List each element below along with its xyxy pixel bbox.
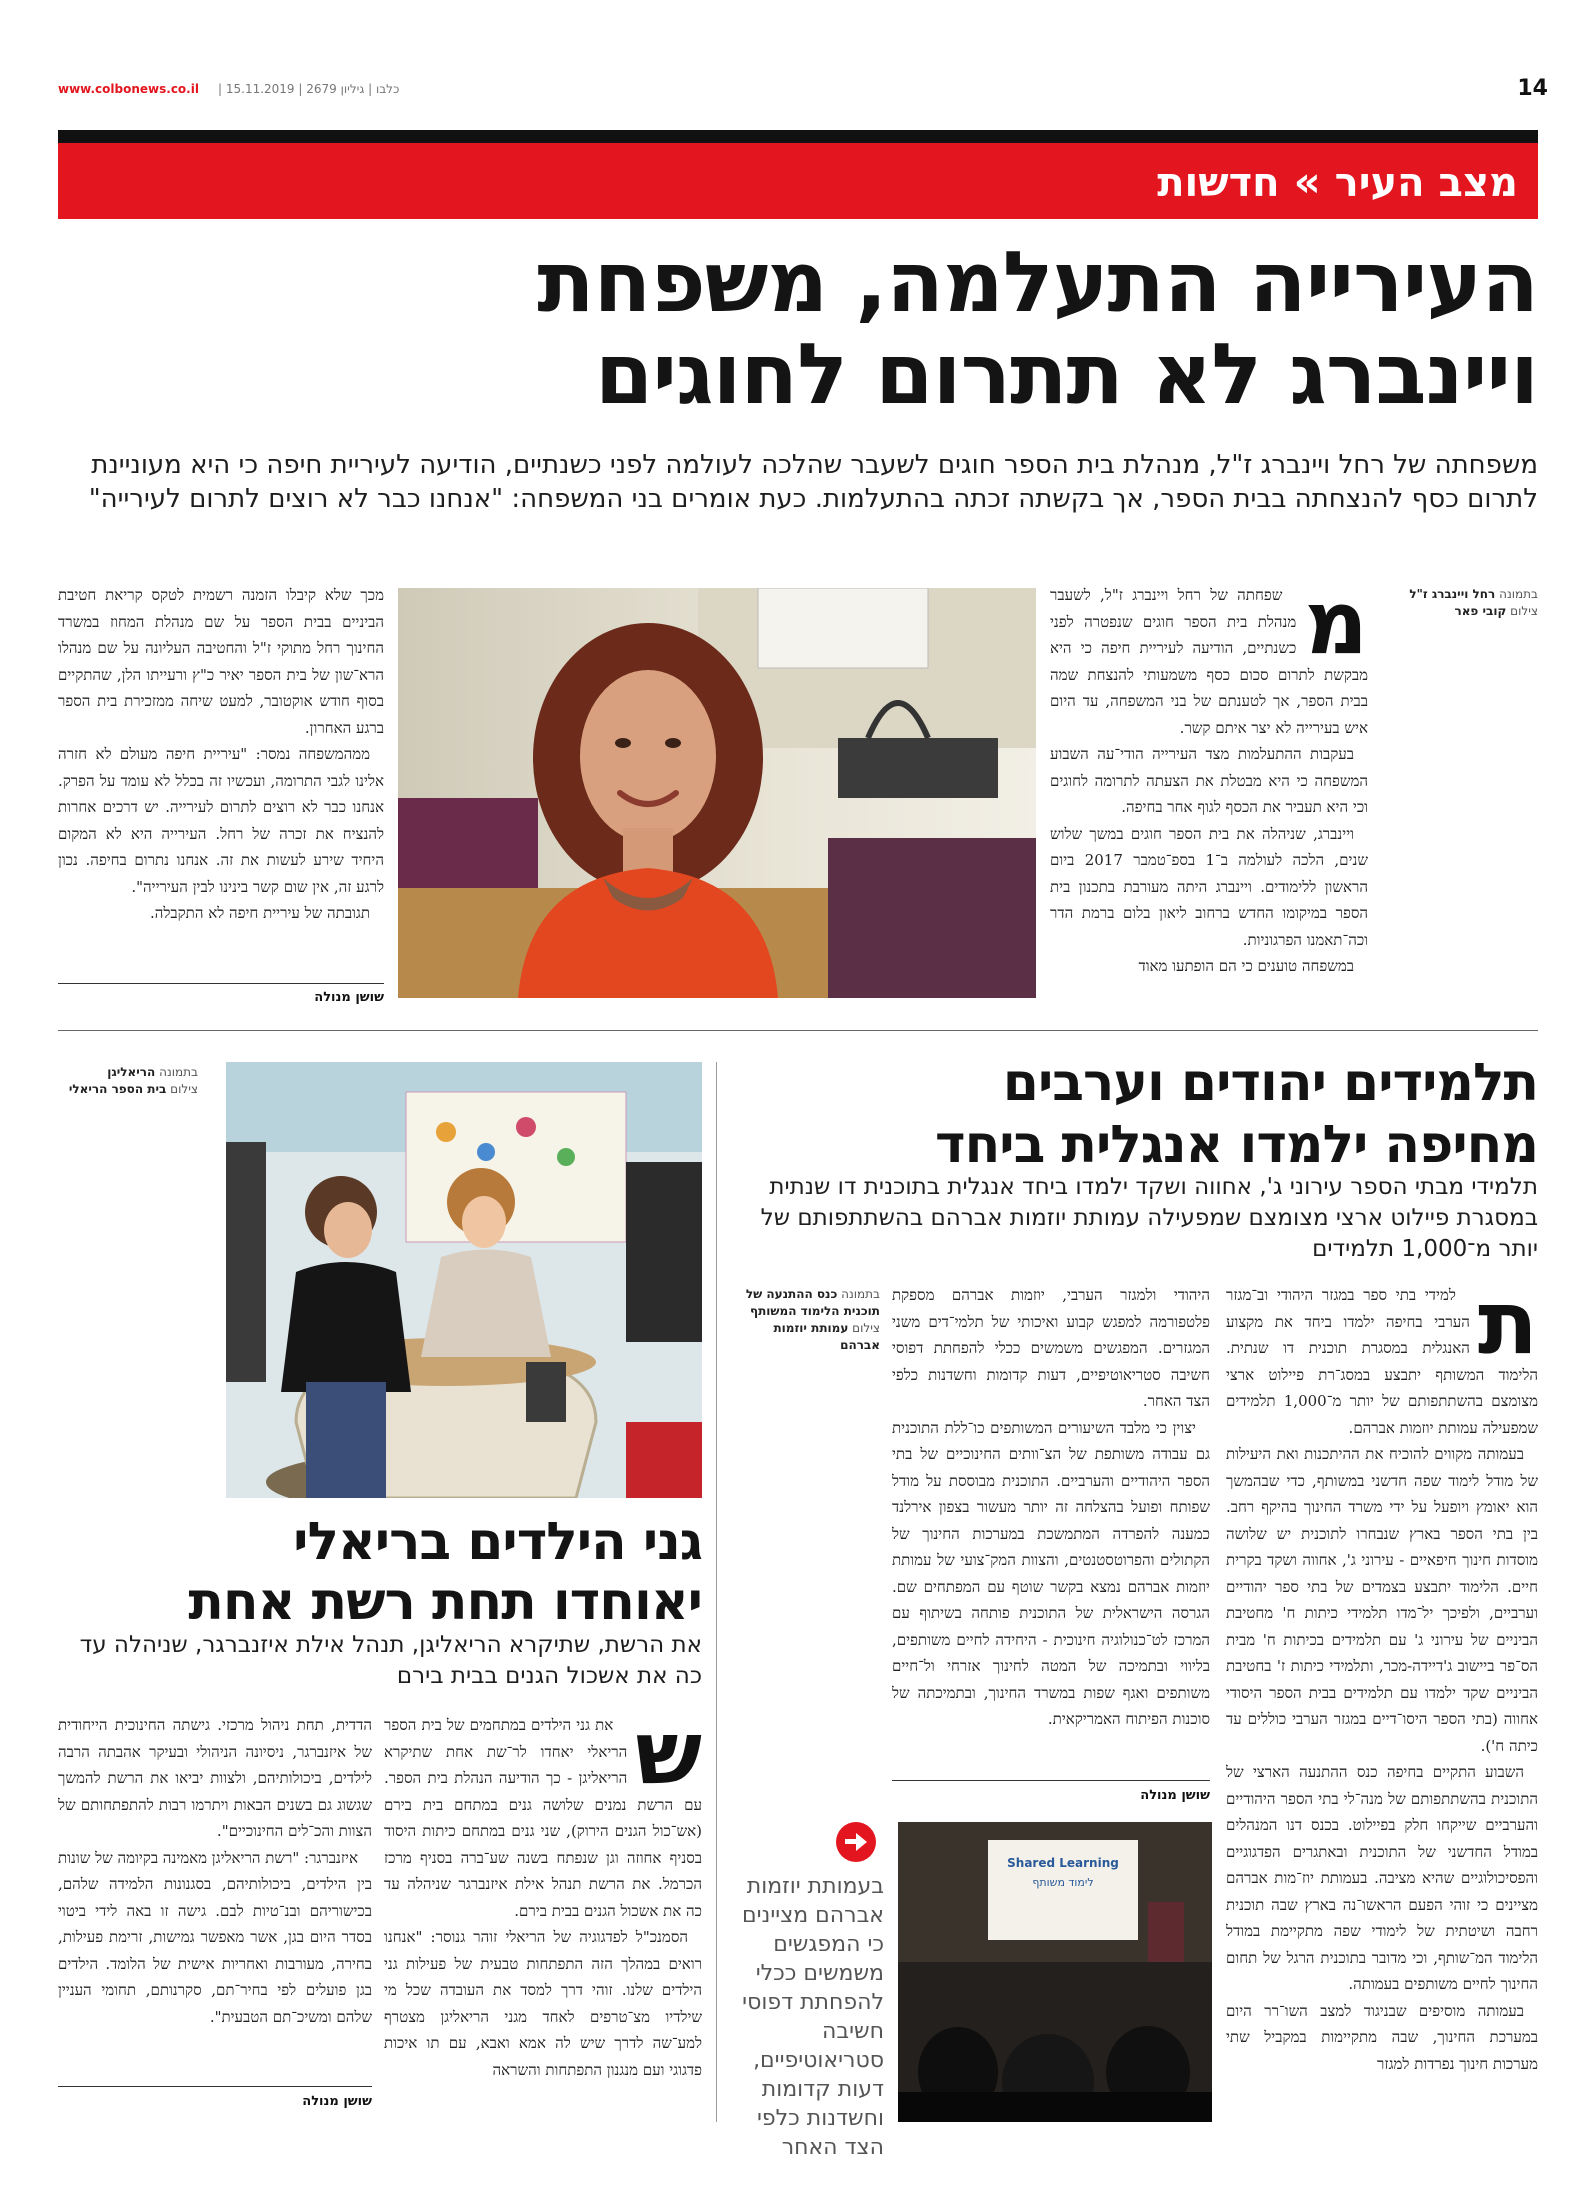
story2-byline: שושן מנולה bbox=[1140, 1788, 1210, 1803]
story1-column-left: מכך שלא קיבלו הזמנה רשמית לטקס קריאת חטיבת הביניים בבית הספר על שם מנהלת המחוז במשרד החינוך רחל מתוקי ז"ל והחטיבה העליונה על שם מנהלו הרא־שון של בית הספר יאיר כ"ץ ורעייתו הלן, שהתקיים בסוף חודש אוקטובר, למעט שיחה ממזכירת בית הספר ברגע האחרון. ממהמשפחה נמסר: "עיריית חיפה מעולם לא חזרה אלינו לגבי התרומה, ועכשיו זה בכלל לא עומד על הפרק. אנחנו כבר לא רוצים לתרום לעירייה. יש דרכים אחרות להנציח את זכרה של רחל. העירייה היא לא המקום היחיד שירע לעשות את זה. אנחנו נתרום בחיפה. נכון לרגע זה, אין שום קשר בינינו לבין העירייה". תגובתה של עיריית חיפה לא התקבלה. bbox=[58, 586, 384, 922]
story2-photo-caption: בתמונה כנס ההתנעה של תוכנית הלימוד המשותף צילום עמותת יוזמות אברהם bbox=[745, 1287, 880, 1352]
story1-deck: משפחתה של רחל ויינברג ז"ל, מנהלת בית הספר חוגים לשעבר שהלכה לעולמה לפני כשנתיים, הודיעה לעיריית חיפה כי היא מעוניינת לתרום כסף להנצחתה בבית הספר, אך בקשתה זכתה בהתעלמות. כעת אומרים בני המשפחה: "אנחנו כבר לא רוצים לתרום לעירייה" bbox=[88, 450, 1538, 514]
story3-byline: שושן מנולה bbox=[302, 2094, 372, 2109]
issue-meta: | כלבו | גיליון 2679 | 15.11.2019 bbox=[218, 82, 400, 96]
story3-deck: את הרשת, שתיקרא הריאליגן, תנהל אילת איזנברגר, שניהלה עד כה את אשכול הגנים בבית בירם bbox=[79, 1632, 702, 1689]
page-number: 14 bbox=[1517, 76, 1548, 101]
story1-column-right: מ שפחתה של רחל ויינברג ז"ל, לשעבר מנהלת בית הספר חוגים שנפטרה לפני כשנתיים, הודיעה לעיריית חיפה כי היא מבקשת לתרום סכום כסף משמעותי להנצחת שמה בבית הספר, אך לטענתם של בני המשפחה, עד היום איש בעירייה לא יצר איתם קשר. בעקבות ההתעלמות מצד העירייה הודי־עה השבוע המשפחה כי היא מבטלת את הצעתה לתרומה לחוגים וכי היא תעביר את הכסף לגוף אחר בחיפה. ויינברג, שניהלה את בית הספר חוגים במשך שלוש שנים, הלכה לעולמה ב־1 בספ־טמבר 2017 ביום הראשון ללימודים. ויינברג היתה מעורבת בתכנון בית הספר במיקומו החדש ברחוב ליאון בלום ברמת הדר וכה־תאמנו הפרגוניות. במשפחה טוענים כי הם הופתעו מאוד bbox=[1050, 582, 1368, 975]
story3-column-left: הדדית, תחת ניהול מרכזי. גישתה החינוכית הייחודית של איזנברגר, ניסיונה הניהולי ובעיקר אהבתה הרבה לילדים, ביכולותיהם, ולצוות יביאו את הרשת להמשך שגשוג גם בשנים הבאות ויתרמו רבות להתפתחותם של הצוות והכ־לים החינוכיים". איזנברגר: "רשת הריאליגן מאמינה בקיומה של שונות בין הילדים, ביכולותיהם, בסגנונות הלמידה שלהם, בכישוריהם ובנ־טיות לבם. גישה זו באה לידי ביטוי בסדר היום בגן, אשר מאפשר גמישות, זרימת פעילות, בחירה, מעורבות ואחריות אישית של הלומד. הילדים בגן פועלים לפי בחיר־תם, סקרנותם, תחומי העניין שלהם ומשיכ־תם הטבעית". bbox=[58, 1716, 372, 2026]
story1-drop-cap: מ bbox=[1304, 582, 1368, 674]
story2-photo-conference bbox=[898, 1822, 1212, 2122]
story1-headline: העירייה התעלמה, משפחת ויינברג לא תתרום לחוגים bbox=[537, 233, 1538, 423]
section-banner bbox=[58, 143, 1538, 219]
story1-photo-portrait bbox=[398, 588, 1036, 998]
section-banner-top-stripe bbox=[58, 130, 1538, 143]
section-title: מצב העיר bbox=[1334, 160, 1518, 206]
column-divider bbox=[716, 1062, 717, 2122]
story2-pull-quote: בעמותת יוזמות אברהם מציינים כי המפגשים משמשים ככלי להפחתת דפוסי חשיבה סטריאוטיפיים, דעות קדומות וחשדנות כלפי הצד האחר bbox=[742, 1874, 884, 2160]
story3-drop-cap: ש bbox=[635, 1712, 702, 1804]
story2-column-right: ת למידי בתי ספר במגזר היהודי וב־מגזר הערבי בחיפה ילמדו ביחד את מקצוע האנגלית במסגרת תוכנית דו שנתית. הלימוד המשותף יתבצע במסג־רת פיילוט ארצי מצומצם בהשתתפותם של יותר מ־1,000 תלמידים שמפעילה עמותת יוזמות אברהם. בעמותה מקווים להוכיח את ההיתכנות ואת היעילות של מודל לימוד שפה חדשני במשותף, כדי שבהמשך הוא יאומץ ויופעל על ידי משרד החינוך בהיקף רחב. בין בתי הספר בארץ שנבחרו לתוכנית יש שלושה מוסדות חינוך חיפאיים - עירוני ג', אחווה ושקד בקרית חיים. הלימוד יתבצע בצמדים של בתי ספר יהודיים וערביים, ולפיכך יל־מדו תלמידי כיתות ח' מחטיבת הביניים של עירוני ג' עם תלמידים בכיתות ח' מבית הס־פר ביישוב ג'דיידה-מכר, ותלמידי כיתות ז' בחטיבת הביניים שקד ילמדו עם תלמידים בבית הספר היסודי אחווה (בתי הספר היסו־דיים במגזר הערבי כוללים עד כיתה ח'). השבוע התקיים בחיפה כנס ההתנעה הארצי של התוכנית בהשתתפותם של מנה־לי בתי הספר היהודיים והערביים שייקחו חלק בפיילוט. בכנס דנו המנהלים במודל החדשני של התוכנית ובאתגרים הפדגוגיים והפסיכולוגיים שהיא מציבה. בעמותת יוז־מות אברהם מציינים כי זוהי הפעם הראשו־נה בארץ שבה תוכנית רחבה ושיטתית של לימודי שפה מתקיימת במודל הלימוד המ־שותף, וכי מדובר בתוכנית הרגל של תחום החינוך לחיים משותפים בעמותה. בעמותה מוסיפים שבניגוד למצב השו־רר היום במערכת החינוך, שבה מתקיימות במקביל שתי מערכות חינוך נפרדות למגזר bbox=[1226, 1282, 1538, 2073]
story1-byline-rule bbox=[58, 983, 384, 984]
story3-photo-caption: בתמונה הריאליגן צילום בית הספר הריאלי bbox=[68, 1065, 198, 1096]
chevron-double-icon: » bbox=[1293, 157, 1321, 206]
site-url[interactable]: www.colbonews.co.il bbox=[58, 82, 199, 96]
story2-byline-rule bbox=[892, 1780, 1210, 1781]
story3-photo-kids bbox=[226, 1062, 702, 1498]
screen-subtitle: לימוד משותף bbox=[1032, 1876, 1094, 1889]
story2-headline: תלמידים יהודים וערבים מחיפה ילמדו אנגלית ביחד bbox=[935, 1053, 1538, 1175]
arrow-right-circle-icon bbox=[836, 1822, 876, 1862]
section-divider bbox=[58, 1030, 1538, 1031]
story3-byline-rule bbox=[58, 2086, 372, 2087]
header-bar bbox=[58, 78, 1548, 106]
story2-deck: תלמידי מבתי הספר עירוני ג', אחווה ושקד ילמדו ביחד אנגלית בתוכנית דו שנתית במסגרת פיילוט ארצי מצומצם שמפעילה עמותת יוזמות אברהם בהשתתפותם של יותר מ־1,000 תלמידים bbox=[760, 1174, 1538, 1262]
screen-title: Shared Learning bbox=[1007, 1856, 1119, 1870]
story1-photo-caption: בתמונה רחל ויינברג ז"ל צילום קובי פאר bbox=[1409, 587, 1538, 618]
story1-byline: שושן מנולה bbox=[314, 990, 384, 1005]
story2-column-middle: היהודי ולמגזר הערבי, יוזמות אברהם מספקת פלטפורמה למפגש קבוע ואיכותי של תלמי־דים משני המגזרים. המפגשים משמשים ככלי להפחתת דפוסי חשיבה סטריאוטיפיים, דעות קדומות וחשדנות כלפי הצד האחר. יצוין כי מלבד השיעורים המשותפים כו־ללת התוכנית גם עבודה משותפת של הצ־וותים החינוכיים של בתי הספר היהודיים והערביים. התוכנית מבוססת על מודל שפותח ופועל בהצלחה זה יותר מעשור בצפון אירלנד כמענה להפרדה המתמשכת במערכות החינוך של הקתולים והפרוטסטנטים, והצוות המק־צועי של עמותת יוזמות אברהם נמצא בקשר שוטף עם המפתחים שם. הגרסה הישראלית של התוכנית פותחה בשיתוף עם המרכז לט־כנולוגיה חינוכית - היחידה לחיים משותפים, בליווי ובתמיכה של המטה לחינוך אזרחי ול־חיים משותפים ואגף שפות במשרד החינוך, ובתמיכתה של סוכנות הפיתוח האמריקאית. bbox=[892, 1286, 1210, 1728]
portrait-illustration bbox=[398, 588, 1036, 998]
story2-drop-cap: ת bbox=[1477, 1282, 1538, 1374]
section-subtitle: חדשות bbox=[1157, 160, 1280, 206]
kids-playing-illustration bbox=[226, 1062, 702, 1498]
story3-column-right: ש את גני הילדים במתחמים של בית הספר הריאלי יאחדו לר־שת אחת שתיקרא הריאליגן - כך הודיעה הנהלת בית הספר. עם הרשת נמנים שלושה גנים במתחם בית בירם (אש־כול הגנים הירוק), שני גנים במתחם כיתות היסוד בסניף אחוזה וגן שנפתח בשנה שע־ברה בסניף מרכז הכרמל. את הרשת תנהל אילת איזנברגר שניהלה עד כה את אשכול הגנים בבית בירם. הסמנכ"ל לפדגוגיה של הריאלי זוהר גנוסר: "אנחנו רואים במהלך הזה התפתחות טבעית של פעילות גני הילדים שלנו. זוהי דרך למסד את העובדה שכל מי שילדיו מצ־טרפים לאחד מגני הריאליגן מצטרף למע־שה לדרך שיש לה אמא ואבא, עם תו איכות פדגוגי ועם מנגנון התפתחות והשראה bbox=[384, 1712, 702, 2079]
story3-headline: גני הילדים בריאלי יאוחדו תחת רשת אחת bbox=[188, 1512, 702, 1632]
